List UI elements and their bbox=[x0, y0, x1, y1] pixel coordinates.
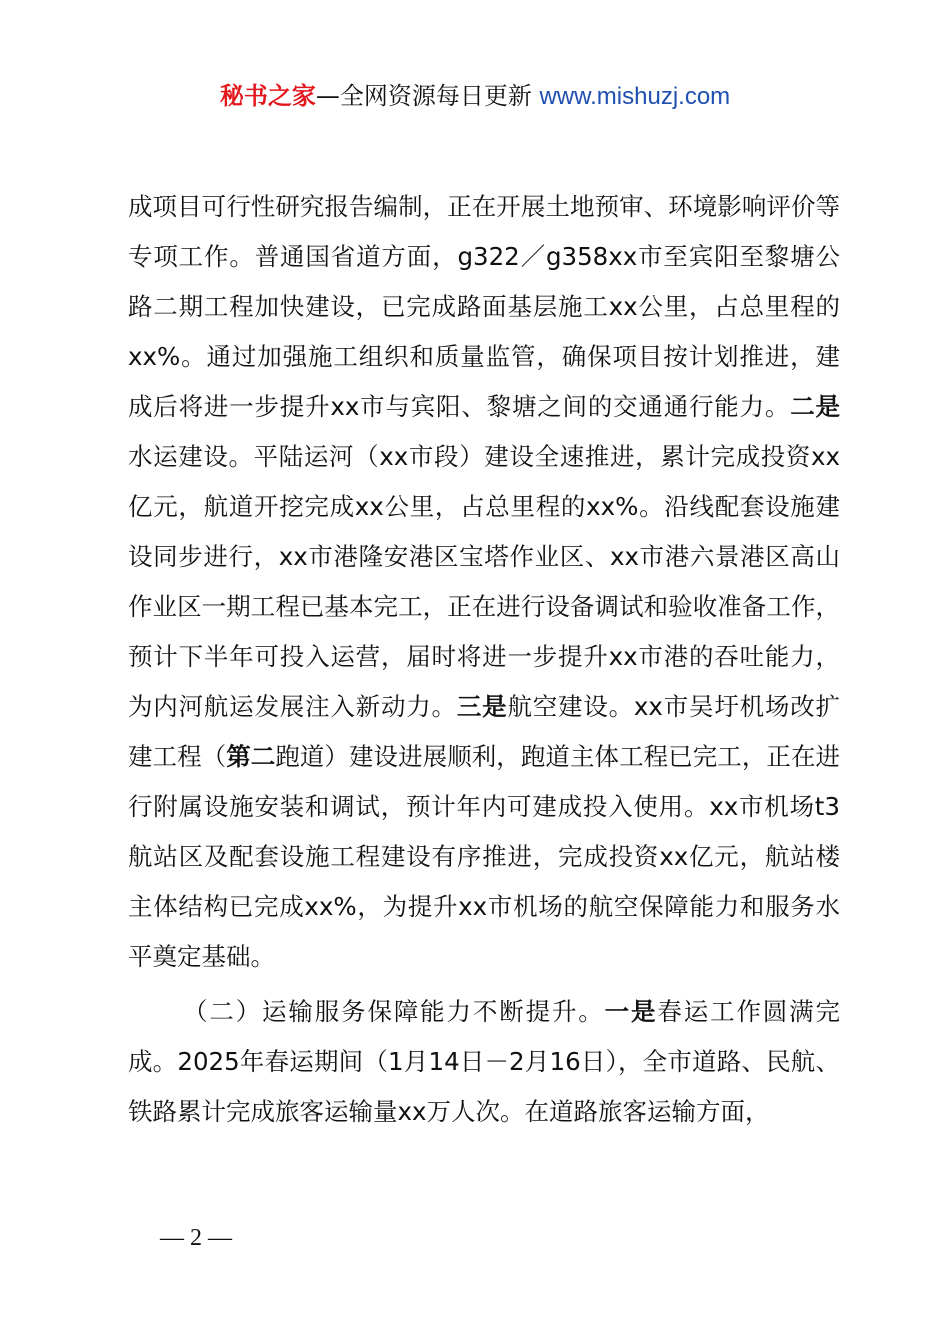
site-url-link[interactable]: www.mishuzj.com bbox=[539, 83, 731, 110]
page-number: — 2 — bbox=[160, 1225, 232, 1251]
bold-lead: 一是 bbox=[604, 997, 658, 1026]
paragraph-section-2 bbox=[128, 987, 840, 1137]
bold-lead: 三是 bbox=[456, 692, 508, 721]
bold-lead: 二是 bbox=[790, 392, 840, 421]
paragraph-text: 水运建设。平陆运河（xx市段）建设全速推进，累计完成投资xx亿元，航道开挖完成xx公里，占总里程的xx%。沿线配套设施建设同步进行，xx市港隆安港区宝塔作业区、xx市港六景港区高山作业区一期工程已基本完工，正在进行设备调试和验收准备工作，预计下半年可投入运营，届时将进一步提升xx市港的吞吐能力，为内河航运发展注入新动力。 bbox=[128, 442, 840, 721]
paragraph-continued bbox=[128, 182, 840, 982]
section-heading: （二）运输服务保障能力不断提升。 bbox=[183, 997, 605, 1026]
bold-lead: 第二 bbox=[226, 742, 276, 771]
paragraph-text: 航空建设。xx市吴圩机场改扩建工程（ bbox=[128, 692, 841, 771]
paragraph-text: 春运工作圆满完成。2025年春运期间（1月14日－2月16日），全市道路、民航、铁路累计完成旅客运输量xx万人次。在道路旅客运输方面， bbox=[128, 997, 841, 1126]
document-body bbox=[128, 182, 840, 1137]
brand-name: 秘书之家 bbox=[219, 82, 316, 110]
site-header bbox=[0, 78, 950, 114]
paragraph-text: 跑道）建设进展顺利，跑道主体工程已完工，正在进行附属设施安装和调试，预计年内可建成投入使用。xx市机场t3航站区及配套设施工程建设有序推进，完成投资xx亿元，航站楼主体结构已完成xx%，为提升xx市机场的航空保障能力和服务水平奠定基础。 bbox=[128, 742, 841, 971]
paragraph-text: 成项目可行性研究报告编制，正在开展土地预审、环境影响评价等专项工作。普通国省道方面，g322／g358xx市至宾阳至黎塘公路二期工程加快建设，已完成路面基层施工xx公里，占总里程的xx%。通过加强施工组织和质量监管，确保项目按计划推进，建成后将进一步提升xx市与宾阳、黎塘之间的交通通行能力。 bbox=[128, 192, 840, 421]
header-tagline: —全网资源每日更新 bbox=[315, 82, 532, 110]
